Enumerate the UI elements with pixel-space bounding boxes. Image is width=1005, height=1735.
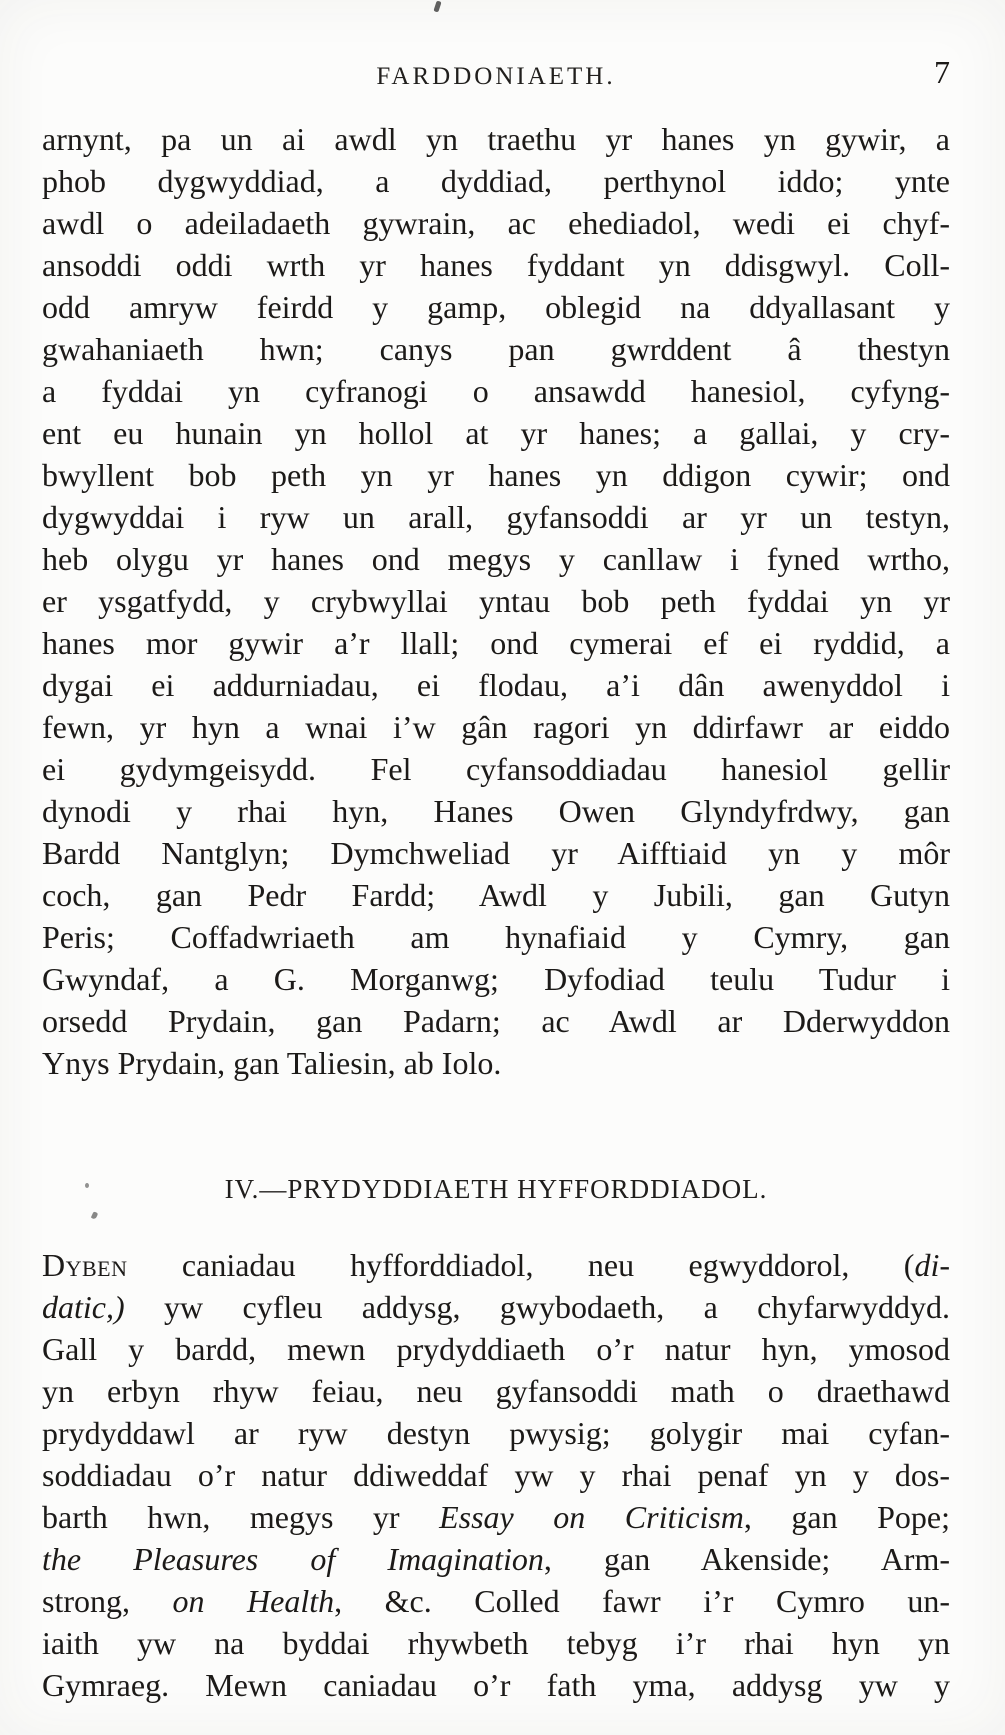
- text-line: [42, 370, 950, 412]
- text-line: [42, 664, 950, 706]
- text-run: yw cyfleu addysg, gwybodaeth, a chyfarwyddyd.: [124, 1289, 950, 1325]
- text-line: [42, 1622, 950, 1664]
- text-run: , gan Pope;: [743, 1499, 950, 1535]
- text-line: [42, 1496, 950, 1538]
- text-line: [42, 790, 950, 832]
- text-run: dynodi y rhai hyn, Hanes Owen Glyndyfrdwy, gan: [42, 793, 950, 829]
- text-run: bwyllent bob peth yn yr hanes yn ddigon cywir; ond: [42, 457, 950, 493]
- text-line: [42, 244, 950, 286]
- text-line: [42, 412, 950, 454]
- text-line: [42, 1664, 950, 1706]
- text-line: [42, 1412, 950, 1454]
- text-run: strong,: [42, 1583, 173, 1619]
- text-run: , &c. Colled fawr i’r Cymro un-: [334, 1583, 951, 1619]
- text-run: fewn, yr hyn a wnai i’w gân ragori yn ddirfawr ar eiddo: [42, 709, 950, 745]
- text-run: soddiadau o’r natur ddiweddaf yw y rhai penaf yn y dos-: [42, 1457, 950, 1493]
- text-line: [42, 916, 950, 958]
- text-line: [42, 748, 950, 790]
- text-line: [42, 1286, 950, 1328]
- italic-run: Essay on Criticism: [439, 1499, 744, 1535]
- italic-run: datic,): [42, 1289, 125, 1325]
- text-run: odd amryw feirdd y gamp, oblegid na ddyallasant y: [42, 289, 950, 325]
- text-run: a fyddai yn cyfranogi o ansawdd hanesiol, cyfyng-: [42, 373, 950, 409]
- text-line: [42, 1580, 950, 1622]
- text-line: [42, 1000, 950, 1042]
- text-run: ent eu hunain yn hollol at yr hanes; a gallai, y cry-: [42, 415, 950, 451]
- smallcaps-run: Dyben: [42, 1247, 128, 1283]
- text-run: iaith yw na byddai rhywbeth tebyg i’r rhai hyn yn: [42, 1625, 950, 1661]
- text-run: ansoddi oddi wrth yr hanes fyddant yn ddisgwyl. Coll-: [42, 247, 950, 283]
- text-run: prydyddawl ar ryw destyn pwysig; golygir mai cyfan-: [42, 1415, 950, 1451]
- text-line: [42, 286, 950, 328]
- text-line: [42, 202, 950, 244]
- text-run: heb olygu yr hanes ond megys y canllaw i fyned wrtho,: [42, 541, 950, 577]
- text-line: [42, 706, 950, 748]
- text-run: phob dygwyddiad, a dyddiad, perthynol iddo; ynte: [42, 163, 950, 199]
- text-run: dygai ei addurniadau, ei flodau, a’i dân awenyddol i: [42, 667, 950, 703]
- text-run: caniadau hyfforddiadol, neu egwyddorol, (: [127, 1247, 915, 1283]
- text-run: ei gydymgeisydd. Fel cyfansoddiadau hanesiol gellir: [42, 751, 950, 787]
- text-line: [42, 580, 950, 622]
- running-head-title: FARDDONIAETH.: [376, 63, 616, 90]
- text-run: gwahaniaeth hwn; canys pan gwrddent â thestyn: [42, 331, 950, 367]
- text-line: [42, 454, 950, 496]
- text-line: [42, 1042, 950, 1084]
- page-number: 7: [934, 54, 950, 90]
- body-paragraph-2: [42, 1244, 950, 1706]
- text-run: yn erbyn rhyw feiau, neu gyfansoddi math o draethawd: [42, 1373, 950, 1409]
- text-line: [42, 1370, 950, 1412]
- text-run: barth hwn, megys yr: [42, 1499, 440, 1535]
- text-run: dygwyddai i ryw un arall, gyfansoddi ar yr un testyn,: [42, 499, 950, 535]
- ink-speck: [433, 0, 441, 12]
- text-line: [42, 538, 950, 580]
- text-line: [42, 1454, 950, 1496]
- text-run: Gall y bardd, mewn prydyddiaeth o’r natur hyn, ymosod: [42, 1331, 950, 1367]
- italic-run: di-: [914, 1247, 950, 1283]
- text-line: [42, 622, 950, 664]
- text-line: [42, 1244, 950, 1286]
- body-paragraph-1: [42, 118, 950, 1084]
- text-run: hanes mor gywir a’r llall; ond cymerai ef ei ryddid, a: [42, 625, 950, 661]
- text-run: arnynt, pa un ai awdl yn traethu yr hanes yn gywir, a: [42, 121, 950, 157]
- text-run: awdl o adeiladaeth gywrain, ac ehediadol, wedi ei chyf-: [42, 205, 950, 241]
- text-line: [42, 328, 950, 370]
- text-run: coch, gan Pedr Fardd; Awdl y Jubili, gan Gutyn: [42, 877, 950, 913]
- text-line: [42, 118, 950, 160]
- text-line: [42, 496, 950, 538]
- text-line: [42, 1538, 950, 1580]
- text-run: Peris; Coffadwriaeth am hynafiaid y Cymry, gan: [42, 919, 950, 955]
- text-line: [42, 874, 950, 916]
- text-line: [42, 160, 950, 202]
- text-run: Gymraeg. Mewn caniadau o’r fath yma, addysg yw y: [42, 1667, 950, 1703]
- italic-run: the Pleasures of Imagination: [42, 1541, 544, 1577]
- text-run: orsedd Prydain, gan Padarn; ac Awdl ar Dderwyddon: [42, 1003, 950, 1039]
- text-run: Bardd Nantglyn; Dymchweliad yr Aifftiaid yn y môr: [42, 835, 950, 871]
- ink-speck: [91, 1211, 98, 1219]
- text-line: [42, 832, 950, 874]
- section-heading: IV.—PRYDYDDIAETH HYFFORDDIADOL.: [224, 1174, 768, 1204]
- italic-run: on Health: [172, 1583, 335, 1619]
- text-line: [42, 1328, 950, 1370]
- text-run: Ynys Prydain, gan Taliesin, ab Iolo.: [42, 1045, 502, 1081]
- text-line: [42, 958, 950, 1000]
- text-run: er ysgatfydd, y crybwyllai yntau bob peth fyddai yn yr: [42, 583, 950, 619]
- text-run: , gan Akenside; Arm-: [543, 1541, 951, 1577]
- text-run: Gwyndaf, a G. Morganwg; Dyfodiad teulu Tudur i: [42, 961, 950, 997]
